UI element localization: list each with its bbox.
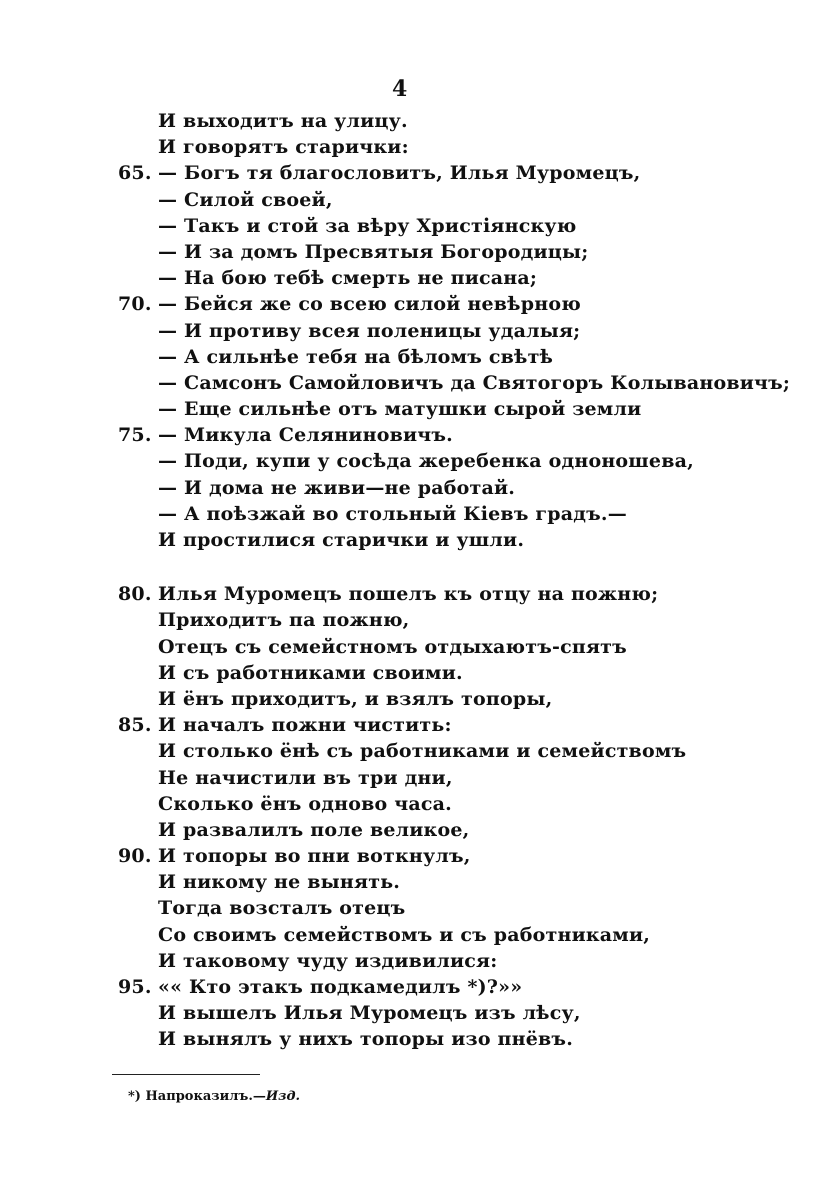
verse-text: И ёнъ приходитъ, и взялъ топоры, <box>158 687 553 710</box>
verse-line <box>0 475 840 501</box>
verse-text: И вынялъ у нихъ топоры изо пнёвъ. <box>158 1028 574 1051</box>
verse-line <box>0 160 840 186</box>
verse-text: Тогда возсталъ отецъ <box>158 897 406 920</box>
verse-text: И таковому чуду издивилися: <box>158 949 498 972</box>
verse-line <box>0 318 840 344</box>
verse-line <box>0 843 840 869</box>
verse-text: — Самсонъ Самойловичъ да Святогоръ Колывановичъ; <box>158 371 791 394</box>
verse-text: — Такъ и стой за вѣру Христіянскую <box>158 214 577 237</box>
verse-text: — И за домъ Пресвятыя Богородицы; <box>158 240 589 263</box>
verse-line <box>0 948 840 974</box>
verse-text: Илья Муромецъ пошелъ къ отцу на пожню; <box>158 583 659 606</box>
verse-text: Отецъ съ семейстномъ отдыхаютъ-спятъ <box>158 635 627 658</box>
verse-line <box>0 922 840 948</box>
verse-text: Сколько ёнъ одново часа. <box>158 792 452 815</box>
verse-line <box>0 765 840 791</box>
verse-line <box>0 738 840 764</box>
footnote-marker: *) <box>128 1089 141 1104</box>
verse-line <box>0 791 840 817</box>
verse-line <box>0 974 840 1000</box>
verse-text: Не начистили въ три дни, <box>158 766 453 789</box>
verse-text: И съ работниками своими. <box>158 661 463 684</box>
verse-text: И выходитъ на улицу. <box>158 110 408 132</box>
verse-text: И топоры во пни воткнулъ, <box>158 845 471 868</box>
footnote <box>128 1089 300 1104</box>
verse-line <box>0 527 840 553</box>
verse-line <box>0 370 840 396</box>
verse-text: — Бейся же со всею силой невѣрною <box>158 293 581 316</box>
footnote-source: Изд. <box>265 1089 301 1104</box>
verse-line <box>0 187 840 213</box>
verse-text: И началъ пожни чистить: <box>158 714 452 737</box>
verse-line <box>0 344 840 370</box>
verse-text: И столько ёнѣ съ работниками и семействомъ <box>158 740 687 763</box>
verse-text: И никому не вынять. <box>158 871 401 894</box>
verse-line <box>0 686 840 712</box>
verse-line <box>0 660 840 686</box>
verse-line <box>0 1026 840 1052</box>
verse-text: «« Кто этакъ подкамедилъ *)?»» <box>158 976 523 998</box>
line-number: 65. <box>118 162 152 185</box>
verse-line <box>0 422 840 448</box>
verse-line <box>0 134 840 160</box>
stanza-gap <box>0 553 840 581</box>
footnote-rule <box>112 1074 260 1075</box>
verse-text: И вышелъ Илья Муромецъ изъ лѣсу, <box>158 1002 581 1025</box>
verse-text: — Силой своей, <box>158 188 333 211</box>
verse-line <box>0 108 840 134</box>
page-number: 4 <box>392 76 408 102</box>
verse-text: — На бою тебѣ смерть не писана; <box>158 267 538 290</box>
line-number: 75. <box>118 424 152 447</box>
verse-line <box>0 239 840 265</box>
verse-text: И говорятъ старички: <box>158 136 409 159</box>
verse-text: И простилися старички и ушли. <box>158 529 525 551</box>
verse-line <box>0 448 840 474</box>
verse-line <box>0 634 840 660</box>
stanza-1 <box>0 108 840 553</box>
verse-line <box>0 895 840 921</box>
stanza-2 <box>0 581 840 1052</box>
verse-text: — А сильнѣе тебя на бѣломъ свѣтѣ <box>158 345 554 368</box>
verse-text: Со своимъ семействомъ и съ работниками, <box>158 923 651 946</box>
verse-text: — А поѣзжай во стольный Кіевъ градъ.— <box>158 502 627 525</box>
verse-line <box>0 607 840 633</box>
verse-line <box>0 213 840 239</box>
verse-text: Приходитъ па пожню, <box>158 609 410 632</box>
line-number: 85. <box>118 714 152 737</box>
verse-line <box>0 869 840 895</box>
verse-text: — Поди, купи у сосѣда жеребенка одноношева, <box>158 450 694 473</box>
line-number: 70. <box>118 293 152 316</box>
verse-text: — И дома не живи—не работай. <box>158 476 516 499</box>
verse-line <box>0 712 840 738</box>
line-number: 90. <box>118 845 152 868</box>
verse-line <box>0 501 840 527</box>
verse-text: — И противу всея поленицы удалыя; <box>158 319 581 342</box>
verse-line <box>0 817 840 843</box>
verse-text: — Микула Селяниновичъ. <box>158 424 453 447</box>
footnote-text: Напроказилъ.— <box>145 1089 266 1104</box>
line-number: 95. <box>118 976 152 998</box>
verse-text: И развалилъ поле великое, <box>158 818 470 841</box>
verse-line <box>0 265 840 291</box>
poem <box>0 108 840 1053</box>
verse-line <box>0 581 840 607</box>
line-number: 80. <box>118 583 152 606</box>
verse-line <box>0 291 840 317</box>
verse-line <box>0 396 840 422</box>
verse-text: — Богъ тя благословитъ, Илья Муромецъ, <box>158 162 641 185</box>
verse-text: — Еще сильнѣе отъ матушки сырой земли <box>158 398 642 421</box>
verse-line <box>0 1000 840 1026</box>
